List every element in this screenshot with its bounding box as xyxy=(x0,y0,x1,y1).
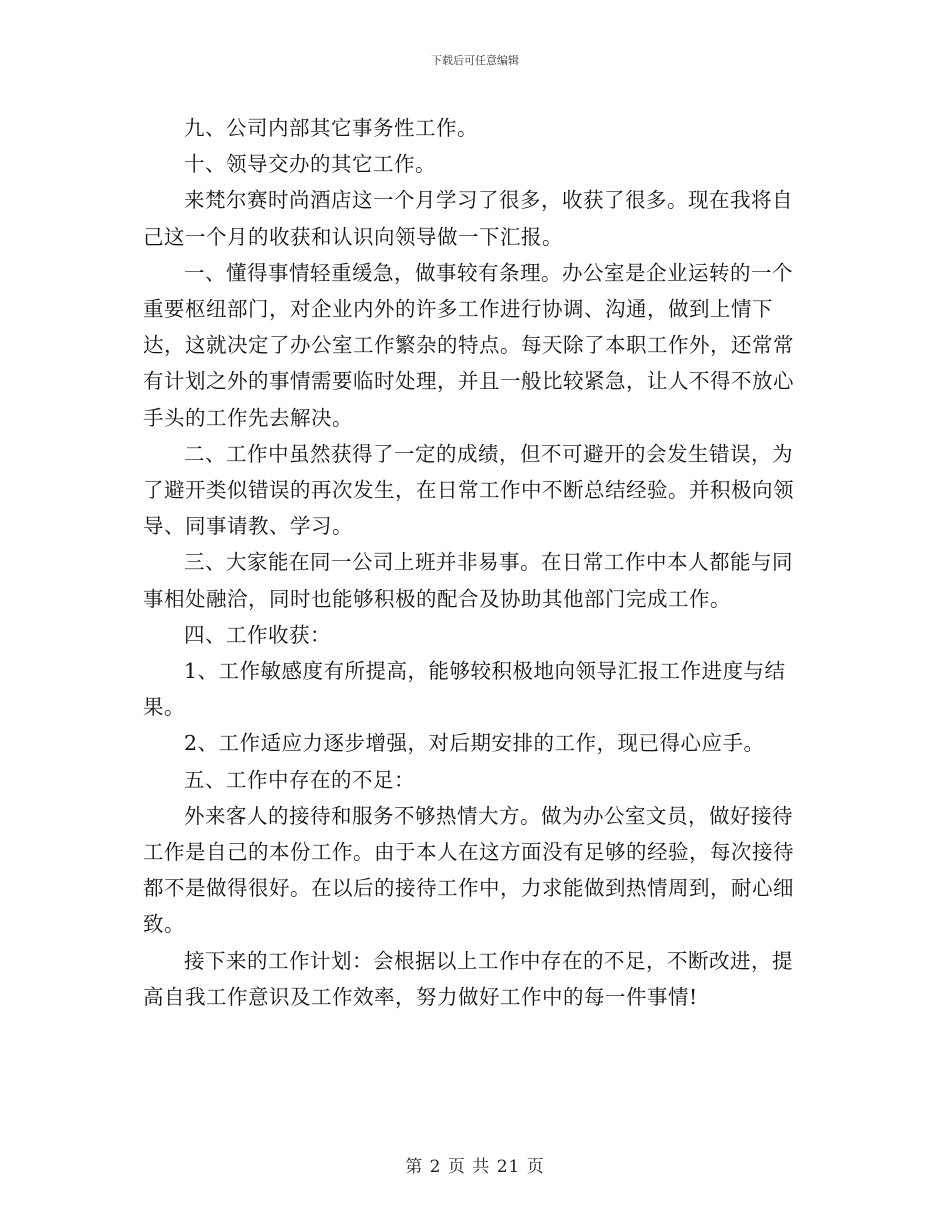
paragraph: 1、工作敏感度有所提高，能够较积极地向领导汇报工作进度与结果。 xyxy=(143,659,786,720)
page-number-footer: 第 2 页 共 21 页 xyxy=(405,1157,545,1177)
document-body xyxy=(143,110,807,1015)
paragraph: 2、工作适应力逐步增强，对后期安排的工作，现已得心应手。 xyxy=(184,731,765,756)
paragraph: 四、工作收获： xyxy=(184,622,331,647)
paragraph: 十、领导交办的其它工作。 xyxy=(184,152,436,177)
paragraph: 九、公司内部其它事务性工作。 xyxy=(184,116,478,140)
page-header: 下载后可任意编辑 xyxy=(431,54,519,67)
paragraph: 二、工作中虽然获得了一定的成绩，但不可避开的会发生错误，为了避开类似错误的再次发生，在日常工作中不断总结经验。并积极向领导、同事请教、学习。 xyxy=(143,441,794,539)
paragraph: 外来客人的接待和服务不够热情大方。做为办公室文员，做好接待工作是自己的本份工作。由于本人在这方面没有足够的经验，每次接待都不是做得很好。在以后的接待工作中，力求能做到热情周到，耐心细致。 xyxy=(143,803,794,937)
paragraph: 五、工作中存在的不足： xyxy=(184,767,415,792)
paragraph: 接下来的工作计划：会根据以上工作中存在的不足，不断改进，提高自我工作意识及工作效率，努力做好工作中的每一件事情! xyxy=(143,948,793,1009)
paragraph: 一、懂得事情轻重缓急，做事较有条理。办公室是企业运转的一个重要枢纽部门，对企业内外的许多工作进行协调、沟通，做到上情下达，这就决定了办公室工作繁杂的特点。每天除了本职工作外，还常常有计划之外的事情需要临时处理，并且一般比较紧急，让人不得不放心手头的工作先去解决。 xyxy=(143,260,794,430)
paragraph: 三、大家能在同一公司上班并非易事。在日常工作中本人都能与同事相处融洽，同时也能够积极的配合及协助其他部门完成工作。 xyxy=(143,550,793,611)
paragraph: 来梵尔赛时尚酒店这一个月学习了很多，收获了很多。现在我将自己这一个月的收获和认识向领导做一下汇报。 xyxy=(143,188,793,249)
